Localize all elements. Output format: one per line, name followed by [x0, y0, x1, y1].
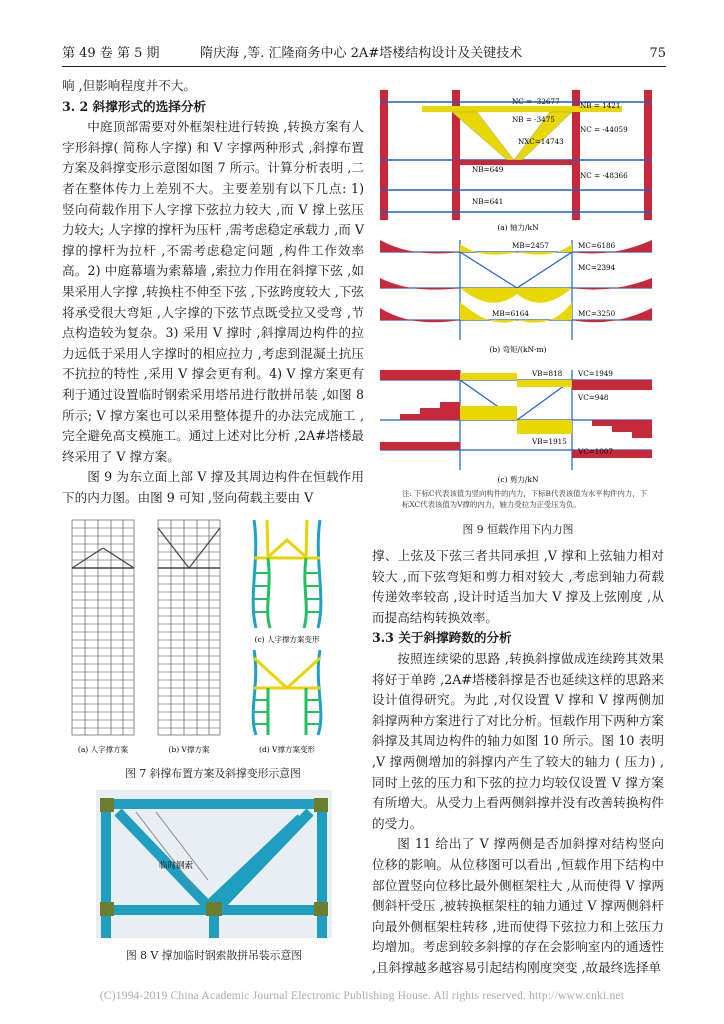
copyright-footer: (C)1994-2019 China Academic Journal Electronic Publishing House. All rights reserved. http://www.cnki.net	[99, 990, 625, 1002]
label-nxc: NXC=14743	[518, 137, 564, 146]
header-rule	[62, 66, 666, 67]
subfigure-label-d: (d) V撑方案变形	[259, 745, 315, 754]
section-3-2-title: 3. 2 斜撑形式的选择分析	[62, 98, 207, 114]
figure-9-caption: 图 9 恒载作用下内力图	[462, 523, 574, 536]
label-nb-low: NB=649	[472, 165, 504, 174]
figure-8-drawing	[96, 790, 332, 938]
label-nb-mid: NB = -3475	[512, 115, 555, 124]
figure-7-drawing	[62, 518, 364, 758]
label-vc-1: VC=1949	[578, 369, 614, 378]
subfigure-label-moment: (b) 弯矩/(kN·m)	[489, 345, 547, 354]
figure-9	[372, 80, 664, 545]
label-vc-2: VC=948	[578, 393, 609, 402]
label-nc-top: NC = -32677	[512, 97, 560, 106]
paragraph: 按照连续梁的思路 ,转换斜撑做成连续跨其效果将好于单跨 ,2A#塔楼斜撑是否也延续这样的思路来设计值得研究。为此 ,对仅设置 V 撑和 V 撑两侧加斜撑两种方案进行了对比分析。恒载作用下两种方案斜撑及其周边构件的轴力如图 10 所示。图 10 表明 ,V 撑两侧增加的斜撑内产生了较大的轴力 ( 压力) ,同时上弦的压力和下弦的拉力均较仅设置 V 撑方案有所增大。从受力上看两侧斜撑并没有改善转换构件的受力。	[372, 650, 664, 831]
label-nb-bottom: NB=641	[472, 197, 504, 206]
figure-8-caption: 图 8 V 撑加临时钢索散拼吊装示意图	[125, 949, 303, 962]
subfigure-label-a: (a) 人字撑方案	[77, 745, 129, 754]
figure-8	[96, 790, 332, 962]
paragraph: 撑、上弦及下弦三者共同承担 ,V 撑和上弦轴力相对较大 ,而下弦弯矩和剪力相对较大 ,考虑到轴力荷载传递效率较高 ,设计时适当加大 V 撑及上弦刚度 ,从而提高结构转换效率。	[372, 548, 664, 625]
running-header	[62, 42, 666, 64]
running-title: 隋庆海 ,等. 汇隆商务中心 2A#塔楼结构设计及关键技术	[200, 46, 523, 61]
section-3-3-title: 3.3 关于斜撑跨数的分析	[372, 630, 512, 646]
intro-line: 响 ,但影响程度并不大。	[62, 78, 196, 93]
paragraph: 图 9 为东立面上部 V 撑及其周边构件在恒载作用下的内力图。由图 9 可知 ,竖向荷载主要由 V	[62, 469, 364, 505]
temporary-cable-label: 临时钢索	[158, 861, 194, 871]
subfigure-label-c: (c) 人字撑方案变形	[254, 635, 320, 644]
subfigure-label-shear: (c) 剪力/kN	[497, 475, 539, 484]
deformation-plot-d	[253, 650, 321, 735]
label-mb-1: MB=2457	[512, 241, 549, 250]
page-number: 75	[649, 46, 666, 61]
paragraph: 图 11 给出了 V 撑两侧是否加斜撑对结构竖向位移的影响。从位移图可以看出 ,恒载作用下结构中部位置竖向位移比最外侧框架柱大 ,从而使得 V 撑两侧斜杆受压 ,被转换框架柱的轴力通过 V 撑两侧斜杆向最外侧框架柱转移 ,进而使得下弦拉力和上弦压力均增加。考虑到较多斜撑的存在会影响室内的通透性 ,且斜撑越多越容易引起结构刚度突变 ,故最终选择单	[372, 836, 664, 975]
subfigure-label-b: (b) V撑方案	[168, 745, 210, 754]
label-mc-3: MC=3250	[578, 309, 616, 318]
right-column	[372, 546, 664, 978]
paragraph: 中庭顶部需要对外框架柱进行转换 ,转换方案有人字形斜撑( 简称人字撑) 和 V 字撑两种形式 ,斜撑布置方案及斜撑变形示意图如图 7 所示。计算分析表明 ,二者在整体传力上差别不大。主要差别有以下几点: 1) 竖向荷载作用下人字撑下弦拉力较大 ,而 V 撑上弦压力较大; 人字撑的撑杆为压杆 ,需考虑稳定承载力 ,而 V 撑的撑杆为拉杆 ,不需考虑稳定问题 ,构件工作效率高。2) 中庭幕墙为索幕墙 ,索拉力作用在斜撑下弦 ,如果采用人字撑 ,转换柱不伸至下弦 ,下弦跨度较大 ,下弦将承受很大弯矩 ,人字撑的下弦节点既受拉又受弯 ,节点构造较为复杂。3) 采用 V 撑时 ,斜撑周边构件的拉力远低于采用人字撑时的相应拉力 ,考虑到混凝土抗压不抗拉的特性 ,采用 V 撑会更有利。4) V 撑方案更有利于通过设置临时钢索采用塔吊进行散拼吊装 ,如图 8 所示; V 撑方案也可以采用整体提升的办法完成施工 ,完全避免高支模施工。通过上述对比分析 ,2A#塔楼最终采用了 V 撑方案。	[62, 119, 364, 464]
volume-issue: 第 49 卷 第 5 期	[62, 46, 160, 61]
bending-moment-diagram	[380, 240, 652, 354]
figure-9-note: 注: 下标C代表该值为竖向构件的内力，下标B代表该值为水平构件内力，下标XC代表该值为V撑的内力，轴力受拉为正受压为负。	[402, 489, 648, 509]
figure-7-caption: 图 7 斜撑布置方案及斜撑变形示意图	[125, 767, 301, 780]
subfigure-label-axial: (a) 轴力/kN	[497, 223, 539, 232]
label-mc-1: MC=6186	[578, 241, 616, 250]
axial-force-diagram	[380, 90, 652, 232]
label-mc-2: MC=2394	[578, 263, 616, 272]
label-mb-2: MB=6164	[492, 309, 529, 318]
label-nc-mid: NC = -44059	[580, 125, 628, 134]
shear-force-diagram	[380, 369, 652, 484]
figure-9-drawing	[372, 80, 664, 520]
label-vc-3: VC=1007	[578, 447, 614, 456]
left-column	[62, 76, 364, 508]
label-vb-1: VB=818	[532, 369, 563, 378]
figure-7	[62, 518, 364, 780]
label-vb-2: VB=1915	[532, 437, 567, 446]
deformation-plot-c	[253, 520, 321, 628]
frame-grid-a	[72, 520, 134, 735]
label-nc-low: NC = -48366	[580, 171, 628, 180]
frame-grid-b	[158, 520, 220, 735]
label-nb-top: NB = 1421	[580, 101, 621, 110]
